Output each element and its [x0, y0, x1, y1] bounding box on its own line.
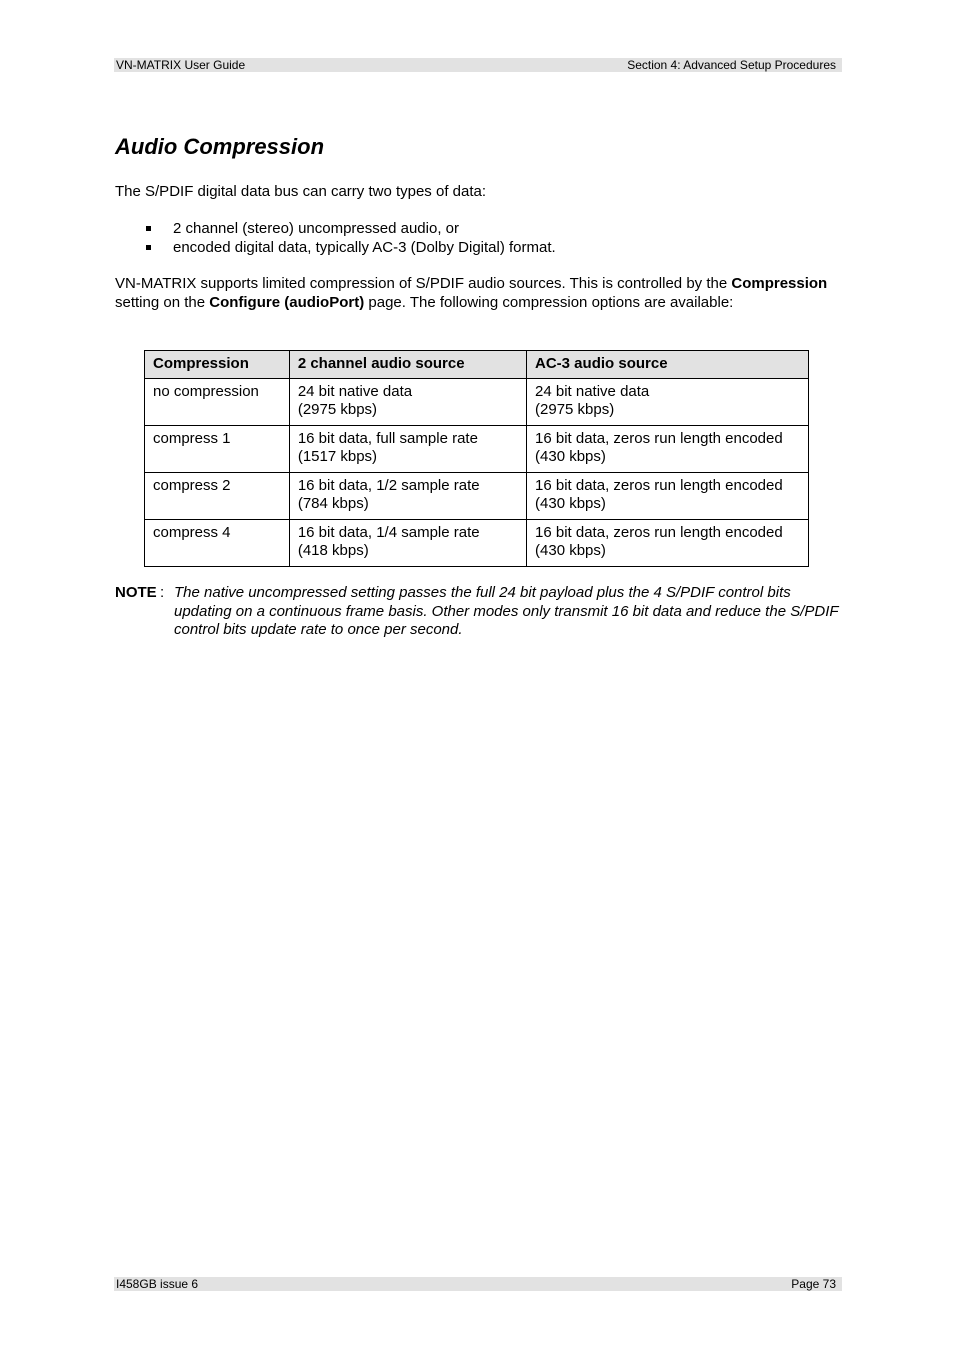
ac3-cell	[527, 520, 809, 567]
intro-paragraph: The S/PDIF digital data bus can carry two types of data:	[115, 183, 487, 200]
compression-mode-cell: compress 1	[145, 426, 290, 473]
square-bullet-icon	[146, 245, 151, 250]
cell-line: 16 bit data, 1/4 sample rate	[297, 524, 480, 541]
cell-line: 16 bit data, zeros run length encoded	[535, 477, 783, 494]
cell-line: (430 kbps)	[535, 542, 606, 559]
table-row	[145, 379, 809, 426]
cell-line: (2975 kbps)	[297, 401, 378, 418]
note-block	[115, 584, 840, 640]
column-header-compression: Compression	[145, 351, 290, 379]
page-footer	[114, 1277, 842, 1291]
page-header	[114, 58, 842, 72]
cell-line: 16 bit data, zeros run length encoded	[535, 430, 783, 447]
compression-options-table	[144, 350, 809, 567]
list-item	[115, 239, 556, 258]
two-channel-cell	[289, 426, 526, 473]
compression-mode-cell: compress 4	[145, 520, 290, 567]
data-types-list	[115, 220, 556, 257]
compression-setting-term: Compression	[731, 275, 828, 292]
note-text: The native uncompressed setting passes the full 24 bit payload plus the 4 S/PDIF control bits updating on a continuous frame basis. Other modes only transmit 16 bit data and reduce the S/PDIF control bits update rate to once per second.	[174, 584, 839, 638]
footer-page-number: Page 73	[791, 1277, 836, 1291]
two-channel-cell	[289, 520, 526, 567]
cell-line: 16 bit data, zeros run length encoded	[535, 524, 783, 541]
support-text: setting on the	[115, 293, 210, 311]
cell-line: 24 bit native data	[535, 383, 650, 400]
table-row	[145, 426, 809, 473]
two-channel-cell	[289, 379, 526, 426]
column-header-ac3: AC-3 audio source	[527, 351, 809, 379]
configure-page-term: Configure (audioPort)	[209, 293, 365, 311]
cell-line: (418 kbps)	[297, 542, 369, 559]
note-label: NOTE	[115, 584, 157, 601]
list-item-text: 2 channel (stereo) uncompressed audio, or	[173, 220, 459, 237]
support-text: VN-MATRIX supports limited compression of S/PDIF audio sources. This is controlled by the	[115, 275, 732, 292]
compression-mode-cell: no compression	[145, 379, 290, 426]
cell-line: 24 bit native data	[297, 383, 413, 400]
two-channel-cell	[289, 473, 526, 520]
list-item	[115, 220, 556, 239]
cell-line: 16 bit data, 1/2 sample rate	[297, 477, 480, 494]
support-paragraph	[115, 275, 840, 312]
cell-line: 16 bit data, full sample rate	[297, 430, 478, 447]
cell-line: (784 kbps)	[297, 495, 369, 512]
table-row	[145, 473, 809, 520]
square-bullet-icon	[146, 226, 151, 231]
ac3-cell	[527, 473, 809, 520]
table-header-row	[145, 351, 809, 379]
cell-line: (1517 kbps)	[297, 448, 378, 465]
footer-doc-id: I458GB issue 6	[116, 1277, 199, 1291]
note-colon: :	[160, 584, 165, 601]
section-heading: Audio Compression	[115, 134, 325, 159]
compression-mode-cell: compress 2	[145, 473, 290, 520]
column-header-2-channel: 2 channel audio source	[289, 351, 526, 379]
table-row	[145, 520, 809, 567]
cell-line: (430 kbps)	[535, 448, 606, 465]
header-doc-title: VN-MATRIX User Guide	[116, 58, 246, 72]
cell-line: (430 kbps)	[535, 495, 606, 512]
cell-line: (2975 kbps)	[535, 401, 615, 418]
support-text: page. The following compression options are available:	[364, 293, 734, 311]
header-section-title: Section 4: Advanced Setup Procedures	[627, 58, 836, 72]
ac3-cell	[527, 379, 809, 426]
ac3-cell	[527, 426, 809, 473]
list-item-text: encoded digital data, typically AC-3 (Dolby Digital) format.	[173, 238, 556, 256]
